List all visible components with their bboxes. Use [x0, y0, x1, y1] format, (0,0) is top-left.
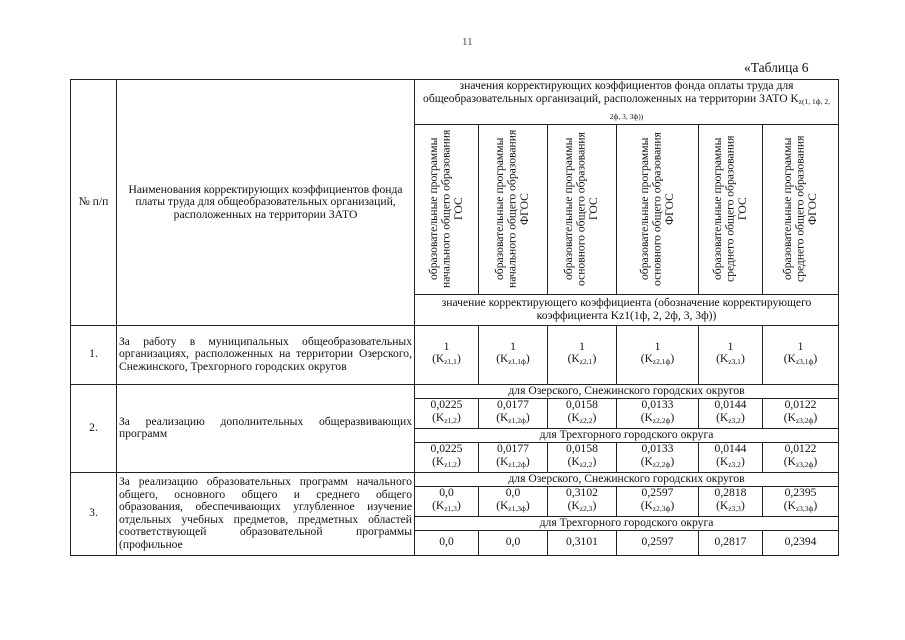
row-number: 1. — [71, 325, 117, 384]
value: 0,0122 — [784, 398, 817, 412]
coef-label: значение корректирующего коэффициента (обозначение корректирующего коэффициента Kz1(1ф, 2, 2ф, 3, 3ф)) — [415, 294, 839, 325]
value: 0,0158 — [566, 398, 598, 412]
program-header-label: образовательные программы основного общего образования ГОС — [562, 132, 601, 287]
coef-code: $K_{z3,1ф}$ — [787, 353, 814, 367]
value-cell — [415, 530, 479, 555]
value: 0,0 — [439, 486, 454, 500]
value: 1 — [510, 339, 516, 353]
coef-code: $K_{z2,2}$ — [571, 411, 593, 425]
coefficients-table — [70, 79, 839, 556]
value: 1 — [727, 339, 734, 353]
value: 0,0133 — [641, 398, 674, 412]
value: 0,0158 — [566, 442, 598, 456]
value: 1 — [797, 339, 804, 353]
coef-code: $K_{z1,3}$ — [436, 499, 457, 513]
coef-code: $K_{z2,2}$ — [571, 455, 593, 469]
value-cell: 0,0158 $(K_{z2,2})$ — [548, 398, 617, 428]
program-header — [548, 124, 617, 294]
coef-code: $K_{z3,2ф}$ — [787, 411, 814, 425]
coef-code: $K_{z1,1}$ — [436, 353, 457, 367]
value-cell — [548, 530, 617, 555]
coef-code: $K_{z3,3ф}$ — [787, 499, 814, 513]
coef-code: $K_{z1,2}$ — [436, 411, 457, 425]
coef-code: $K_{z2,2ф}$ — [644, 455, 671, 469]
table-caption: «Таблица 6 — [744, 60, 809, 75]
program-header — [699, 124, 763, 294]
value-cell: 0,0158 $(K_{z2,2})$ — [548, 442, 617, 472]
coef-code: $K_{z2,3ф}$ — [644, 499, 671, 513]
value-cell: 0,3102 $(K_{z2,3})$ — [548, 486, 617, 516]
value: 0,0133 — [641, 442, 674, 456]
value-cell: 1 $(K_{z2,1ф})$ — [617, 325, 699, 384]
value-cell: 1 $(K_{z3,1ф})$ — [763, 325, 839, 384]
program-header-label: образовательные программы начального общего образования ГОС — [426, 130, 465, 289]
value: 1 — [443, 339, 450, 353]
value: 0,3101 — [566, 535, 598, 549]
coef-code: $K_{z3,2}$ — [720, 411, 741, 425]
value-cell: 0,0177 $(K_{z1,2ф})$ — [479, 398, 548, 428]
value-cell — [479, 530, 548, 555]
value-cell — [617, 530, 699, 555]
program-header — [479, 124, 548, 294]
coef-code: $K_{z2,1ф}$ — [644, 353, 671, 367]
value: 1 — [654, 339, 661, 353]
value-cell: 0,0122 $(K_{z3,2ф})$ — [763, 442, 839, 472]
coef-code: $K_{z2,2ф}$ — [644, 411, 671, 425]
section-label: для Трехгорного городского округа — [415, 428, 839, 442]
value: 0,0 — [505, 486, 521, 500]
page-number: 11 — [462, 36, 473, 48]
value-cell — [763, 530, 839, 555]
value: 0,2597 — [641, 535, 674, 549]
value: 0,0122 — [784, 442, 817, 456]
value: 0,3102 — [566, 486, 598, 500]
row-name: За реализацию дополнительных общеразвивающих программ — [117, 384, 415, 472]
program-header-label: образовательные программы начального общего образования ФГОС — [493, 130, 532, 289]
coef-code: $K_{z1,2}$ — [436, 455, 457, 469]
value-cell: 0,0133 $(K_{z2,2ф})$ — [617, 442, 699, 472]
header-name: Наименования корректирующих коэффициентов фонда платы труда для общеобразовательных организаций, расположенных на территории ЗАТО — [117, 80, 415, 326]
program-header — [415, 124, 479, 294]
value: 0,0 — [439, 535, 454, 549]
section-label: для Трехгорного городского округа — [415, 516, 839, 530]
value-cell: 0,0225 $(K_{z1,2})$ — [415, 442, 479, 472]
coef-code: $K_{z3,2ф}$ — [787, 455, 814, 469]
value: 0,0225 — [430, 398, 463, 412]
value-cell: 0,0144 $(K_{z3,2})$ — [699, 442, 763, 472]
value: 0,2597 — [641, 486, 674, 500]
section-label: для Озерского, Снежинского городских округов — [415, 384, 839, 398]
row-name: За реализацию образовательных программ начального общего, основного общего и среднего общего образования, обеспечивающих углубленное изучение отдельных учебных предметов, предметных областей соответствующей образовательной программы (профильное — [117, 472, 415, 555]
value-cell: 0,0 $(K_{z1,3})$ — [415, 486, 479, 516]
value-cell: 0,0122 $(K_{z3,2ф})$ — [763, 398, 839, 428]
coef-code: $K_{z1,3ф}$ — [500, 499, 526, 513]
value-cell: 0,2395 $(K_{z3,3ф})$ — [763, 486, 839, 516]
value: 0,0144 — [714, 398, 747, 412]
value-cell: 1 $(K_{z1,1ф})$ — [479, 325, 548, 384]
value: 0,2394 — [784, 535, 817, 549]
program-header — [763, 124, 839, 294]
value-cell: 1 $(K_{z2,1})$ — [548, 325, 617, 384]
value-cell: 0,2818 $(K_{z3,3})$ — [699, 486, 763, 516]
value: 0,0 — [505, 535, 521, 549]
coef-code: $K_{z3,1}$ — [720, 353, 741, 367]
value-cell: 1 $(K_{z1,1})$ — [415, 325, 479, 384]
value-cell: 0,0144 $(K_{z3,2})$ — [699, 398, 763, 428]
row-number: 2. — [71, 384, 117, 472]
row-number: 3. — [71, 472, 117, 555]
coef-code: $K_{z3,3}$ — [720, 499, 741, 513]
coef-code: $K_{z1,1ф}$ — [500, 353, 526, 367]
header-values-symbol: $K_{z(1, 1ф, 2, 2ф, 3, 3ф))}$ — [609, 92, 830, 122]
value: 0,2818 — [714, 486, 747, 500]
value-cell: 0,0133 $(K_{z2,2ф})$ — [617, 398, 699, 428]
coef-code: $K_{z3,2}$ — [720, 455, 741, 469]
value: 0,2395 — [784, 486, 817, 500]
value-cell — [699, 530, 763, 555]
value-cell: 0,2597 $(K_{z2,3ф})$ — [617, 486, 699, 516]
value: 0,0177 — [497, 398, 529, 412]
value-cell: 0,0225 $(K_{z1,2})$ — [415, 398, 479, 428]
program-header-label: образовательные программы среднего общего образования ГОС — [710, 136, 749, 283]
coef-code: $K_{z1,2ф}$ — [500, 411, 526, 425]
value: 0,2817 — [714, 535, 747, 549]
program-header-label: образовательные программы среднего общего образования ФГОС — [780, 136, 819, 283]
coef-code: $K_{z2,1}$ — [571, 353, 593, 367]
section-label: для Озерского, Снежинского городских округов — [415, 472, 839, 486]
program-header — [617, 124, 699, 294]
value: 0,0225 — [430, 442, 463, 456]
coef-code: $K_{z2,3}$ — [571, 499, 593, 513]
header-num: № п/п — [71, 80, 117, 326]
header-values — [415, 80, 839, 125]
value-cell: 0,0177 $(K_{z1,2ф})$ — [479, 442, 548, 472]
value-cell: 1 $(K_{z3,1})$ — [699, 325, 763, 384]
value: 0,0144 — [714, 442, 747, 456]
value-cell: 0,0 $(K_{z1,3ф})$ — [479, 486, 548, 516]
value: 0,0177 — [497, 442, 529, 456]
header-values-label: значения корректирующих коэффициентов фонда оплаты труда для общеобразовательных организаций, расположенных на территории ЗАТО — [423, 79, 794, 105]
row-name: За работу в муниципальных общеобразовательных организациях, расположенных на территории Озерского, Снежинского, Трехгорного городских округов — [117, 325, 415, 384]
program-header-label: образовательные программы основного общего образования ФГОС — [637, 132, 676, 287]
value: 1 — [579, 339, 585, 353]
coef-code: $K_{z1,2ф}$ — [500, 455, 526, 469]
